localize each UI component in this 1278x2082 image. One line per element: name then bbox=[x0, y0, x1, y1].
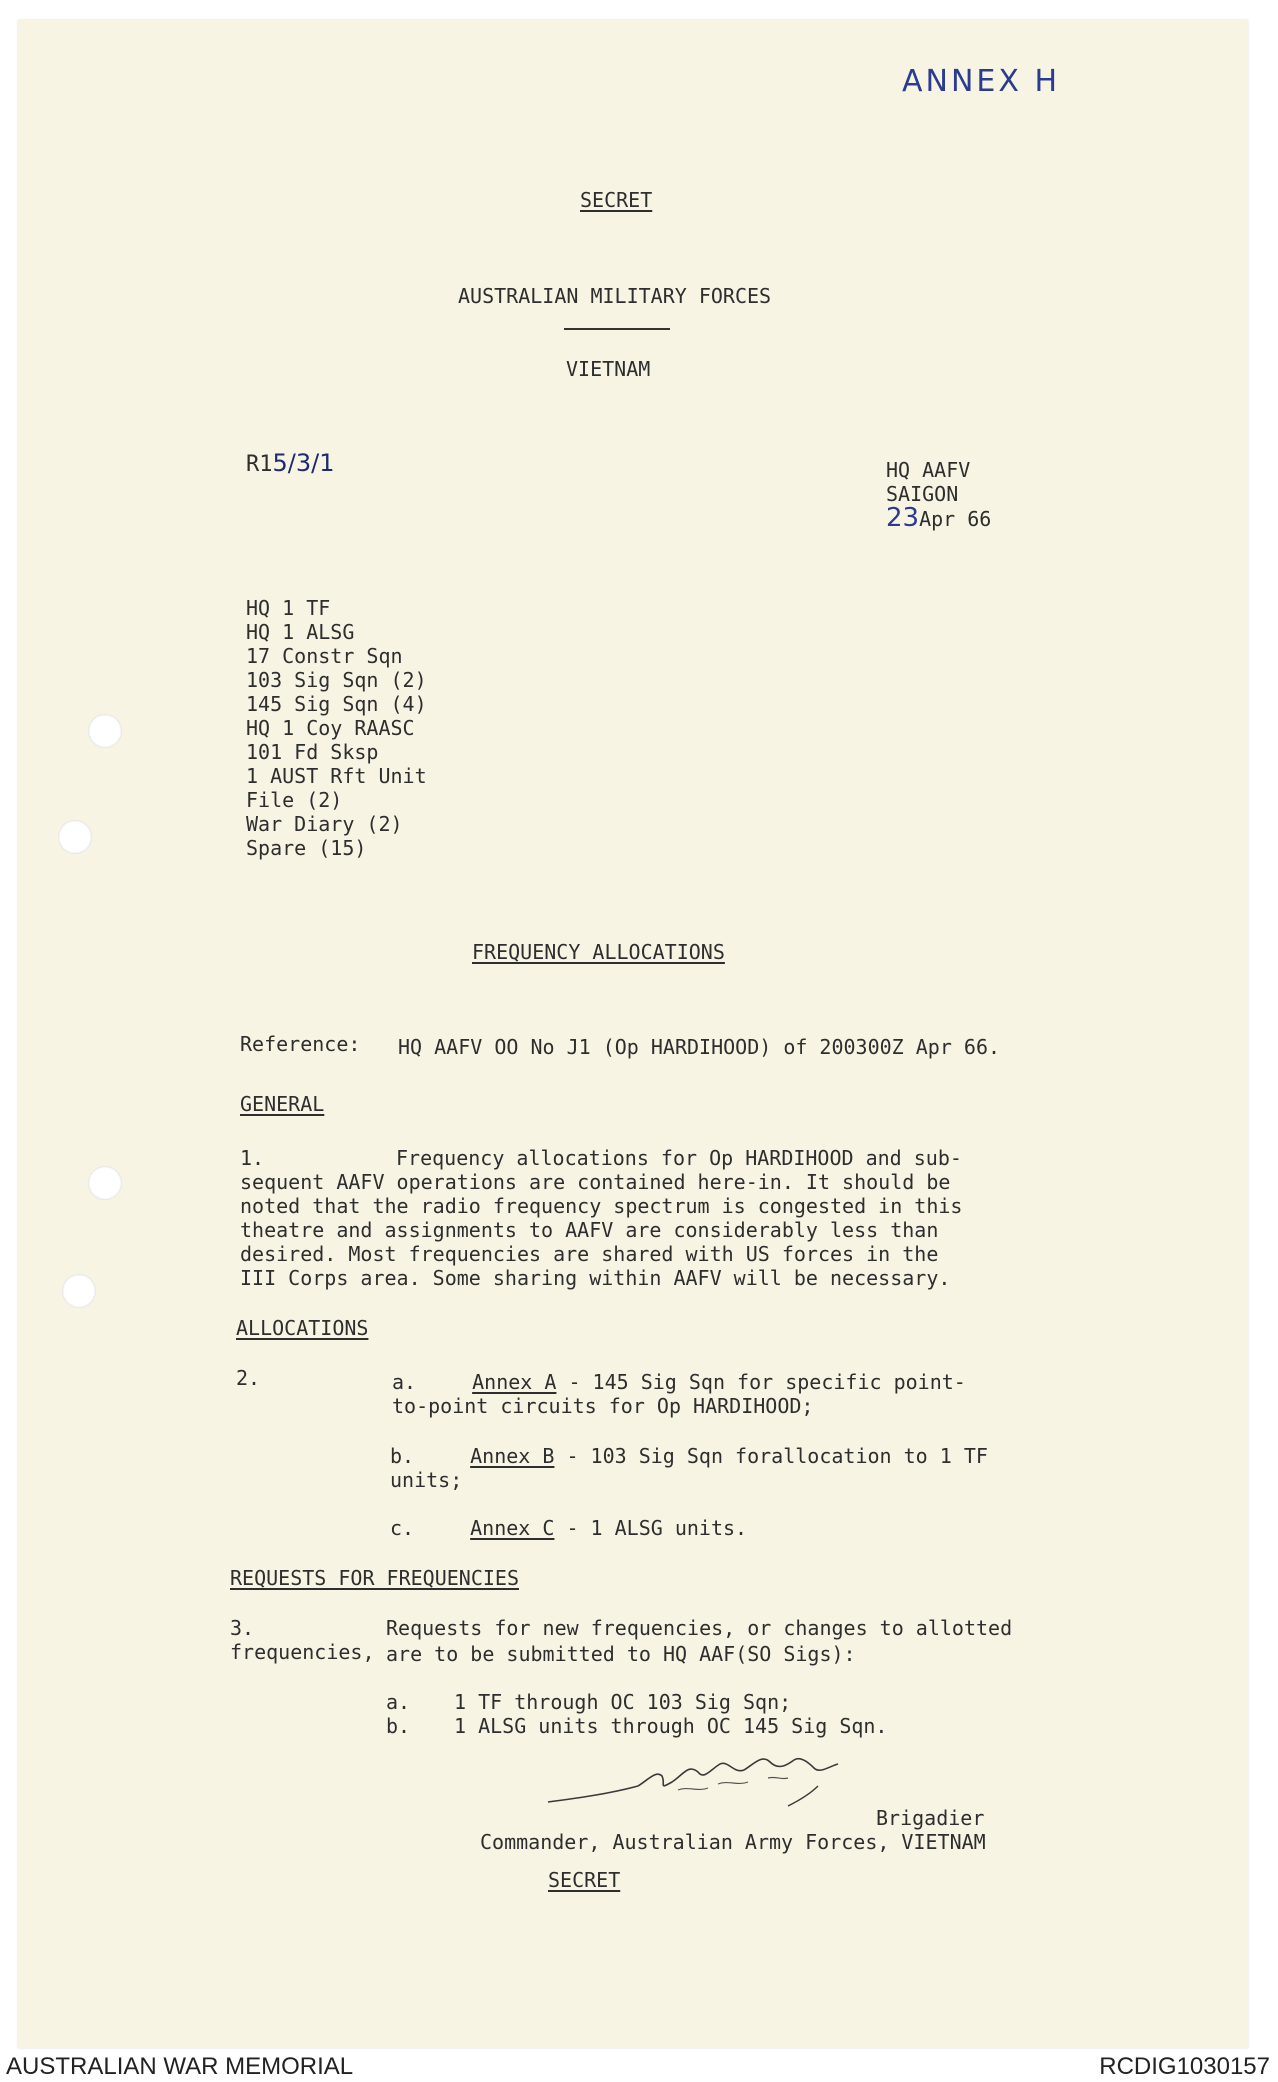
request-text: 1 TF through OC 103 Sig Sqn; bbox=[454, 1690, 792, 1714]
allocation-item-c bbox=[390, 1516, 747, 1540]
allocation-letter: c. bbox=[390, 1516, 415, 1540]
allocation-letter: b. bbox=[390, 1444, 415, 1468]
origin-block bbox=[886, 458, 991, 531]
para-1-line: theatre and assignments to AAFV are considerably less than bbox=[240, 1218, 939, 1242]
request-item-b bbox=[386, 1714, 887, 1738]
allocation-item-a bbox=[392, 1370, 966, 1394]
signature-scribble bbox=[538, 1740, 918, 1830]
allocation-text: - 145 Sig Sqn for specific point- bbox=[556, 1370, 966, 1394]
request-item-a bbox=[386, 1690, 791, 1714]
punch-hole bbox=[88, 1166, 122, 1200]
origin-city: SAIGON bbox=[886, 482, 959, 506]
document-title: FREQUENCY ALLOCATIONS bbox=[472, 940, 725, 964]
request-text: 1 ALSG units through OC 145 Sig Sqn. bbox=[454, 1714, 888, 1738]
allocation-text: - 1 ALSG units. bbox=[554, 1516, 748, 1540]
distribution-item: 103 Sig Sqn (2) bbox=[246, 668, 427, 692]
archive-footer-left: AUSTRALIAN WAR MEMORIAL bbox=[6, 2053, 354, 2080]
punch-hole bbox=[58, 820, 92, 854]
org-heading: AUSTRALIAN MILITARY FORCES bbox=[458, 284, 772, 308]
distribution-list bbox=[246, 596, 427, 860]
file-ref-typed: R1 bbox=[246, 452, 273, 477]
para-1-line: noted that the radio frequency spectrum is congested in this bbox=[240, 1194, 963, 1218]
distribution-item: HQ 1 Coy RAASC bbox=[246, 716, 415, 740]
allocation-item-b bbox=[390, 1444, 988, 1468]
file-reference bbox=[246, 451, 334, 477]
para-3-line: are to be submitted to HQ AAF(SO Sigs): bbox=[386, 1642, 856, 1666]
request-letter: a. bbox=[386, 1690, 411, 1714]
distribution-item: File (2) bbox=[246, 788, 343, 812]
allocation-letter: a. bbox=[392, 1370, 417, 1394]
origin-month-year: Apr 66 bbox=[919, 507, 992, 531]
para-1-number: 1. bbox=[240, 1146, 265, 1170]
archive-footer-right: RCDIG1030157 bbox=[1099, 2053, 1270, 2080]
distribution-item: Spare (15) bbox=[246, 836, 367, 860]
file-ref-handwritten: 5/3/1 bbox=[272, 449, 335, 477]
signature-title: Commander, Australian Army Forces, VIETNAM bbox=[480, 1830, 986, 1854]
allocation-text: - 103 Sig Sqn forallocation to 1 TF bbox=[554, 1444, 988, 1468]
reference-label: Reference: bbox=[240, 1032, 361, 1056]
allocation-item-a-cont: to-point circuits for Op HARDIHOOD; bbox=[392, 1394, 814, 1418]
annex-b-link: Annex B bbox=[470, 1444, 555, 1468]
annex-a-link: Annex A bbox=[472, 1370, 557, 1394]
distribution-item: 145 Sig Sqn (4) bbox=[246, 692, 427, 716]
requests-heading: REQUESTS FOR FREQUENCIES bbox=[230, 1566, 519, 1590]
para-1-line: III Corps area. Some sharing within AAFV will be necessary. bbox=[240, 1266, 951, 1290]
punch-hole bbox=[88, 714, 122, 748]
divider bbox=[564, 328, 670, 330]
distribution-item: 101 Fd Sksp bbox=[246, 740, 379, 764]
para-3-line: Requests for new frequencies, or changes to allotted bbox=[386, 1616, 1013, 1640]
para-1-line: Frequency allocations for Op HARDIHOOD and sub- bbox=[396, 1146, 962, 1170]
request-letter: b. bbox=[386, 1714, 411, 1738]
allocations-heading: ALLOCATIONS bbox=[236, 1316, 369, 1340]
distribution-item: HQ 1 ALSG bbox=[246, 620, 355, 644]
annex-annotation: ANNEX H bbox=[902, 64, 1061, 99]
signature-rank: Brigadier bbox=[876, 1806, 985, 1830]
distribution-item: 17 Constr Sqn bbox=[246, 644, 403, 668]
para-1-line: desired. Most frequencies are shared with US forces in the bbox=[240, 1242, 939, 1266]
distribution-item: HQ 1 TF bbox=[246, 596, 331, 620]
origin-day-handwritten: 23 bbox=[886, 503, 920, 533]
country-heading: VIETNAM bbox=[566, 357, 651, 381]
general-heading: GENERAL bbox=[240, 1092, 325, 1116]
para-3-number: 3. bbox=[230, 1616, 255, 1640]
classification-top: SECRET bbox=[580, 188, 653, 212]
annex-c-link: Annex C bbox=[470, 1516, 555, 1540]
para-3-line-start: frequencies, bbox=[230, 1640, 375, 1664]
para-1-line: sequent AAFV operations are contained here-in. It should be bbox=[240, 1170, 951, 1194]
reference-text: HQ AAFV OO No J1 (Op HARDIHOOD) of 200300Z Apr 66. bbox=[398, 1035, 1001, 1059]
allocation-item-b-cont: units; bbox=[390, 1468, 463, 1492]
punch-hole bbox=[62, 1274, 96, 1308]
distribution-item: 1 AUST Rft Unit bbox=[246, 764, 427, 788]
classification-bottom: SECRET bbox=[548, 1868, 621, 1892]
distribution-item: War Diary (2) bbox=[246, 812, 403, 836]
origin-date bbox=[886, 503, 992, 533]
document-page bbox=[18, 20, 1248, 2048]
origin-hq: HQ AAFV bbox=[886, 458, 971, 482]
para-2-number: 2. bbox=[236, 1366, 261, 1390]
